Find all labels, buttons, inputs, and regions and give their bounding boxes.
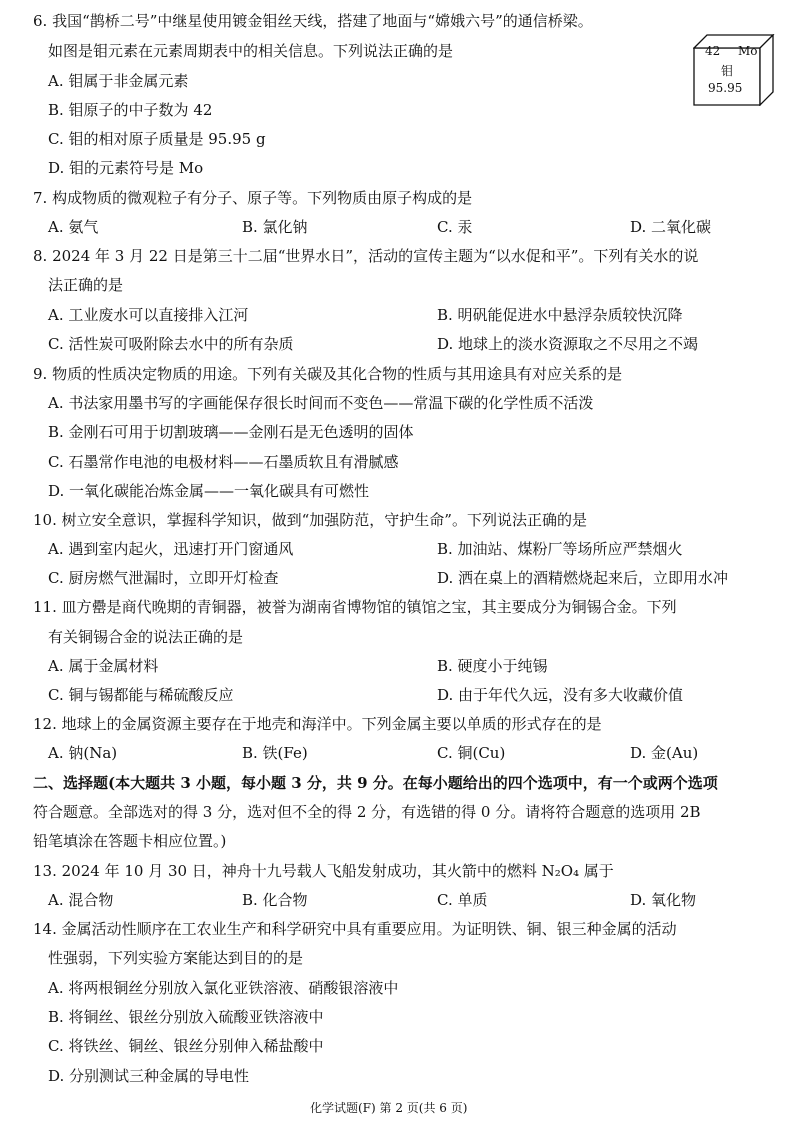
q7-option-c: C. 汞 bbox=[437, 218, 473, 236]
q6-stem-line1: 6. 我国“鹊桥二号”中继星使用镀金钼丝天线，搭建了地面与“嫦娥六号”的通信桥梁。 bbox=[33, 12, 593, 30]
q12-option-d: D. 金(Au) bbox=[630, 744, 699, 762]
q7-stem: 7. 构成物质的微观粒子有分子、原子等。下列物质由原子构成的是 bbox=[33, 189, 473, 207]
q10-option-c: C. 厨房燃气泄漏时，立即开灯检查 bbox=[48, 569, 279, 587]
q6-option-d: D. 钼的元素符号是 Mo bbox=[48, 159, 204, 177]
q12-option-c: C. 铜(Cu) bbox=[437, 744, 506, 762]
q8-option-a: A. 工业废水可以直接排入江河 bbox=[48, 306, 249, 324]
q9-option-b: B. 金刚石可用于切割玻璃——金刚石是无色透明的固体 bbox=[48, 423, 414, 441]
q14-option-d: D. 分别测试三种金属的导电性 bbox=[48, 1067, 250, 1085]
q10-stem: 10. 树立安全意识，掌握科学知识，做到“加强防范，守护生命”。下列说法正确的是 bbox=[33, 511, 587, 529]
section2-instructions-line1: 二、选择题(本大题共 3 小题，每小题 3 分，共 9 分。在每小题给出的四个选项中，有一个或两个选项 bbox=[33, 774, 718, 792]
q13-option-a: A. 混合物 bbox=[48, 891, 114, 909]
molybdenum-element-card bbox=[693, 34, 773, 102]
q9-option-c: C. 石墨常作电池的电极材料——石墨质软且有滑腻感 bbox=[48, 453, 399, 471]
q9-stem: 9. 物质的性质决定物质的用途。下列有关碳及其化合物的性质与其用途具有对应关系的是 bbox=[33, 365, 623, 383]
q13-option-d: D. 氧化物 bbox=[630, 891, 697, 909]
q11-stem-line2: 有关铜锡合金的说法正确的是 bbox=[48, 628, 244, 646]
q6-option-b: B. 钼原子的中子数为 42 bbox=[48, 101, 213, 119]
section2-instructions-line2: 符合题意。全部选对的得 3 分，选对但不全的得 2 分，有选错的得 0 分。请将符合题意的选项用 2B bbox=[33, 803, 701, 821]
element-atomic-mass: 95.95 bbox=[708, 81, 743, 95]
q8-option-b: B. 明矾能促进水中悬浮杂质较快沉降 bbox=[437, 306, 683, 324]
q10-option-b: B. 加油站、煤粉厂等场所应严禁烟火 bbox=[437, 540, 683, 558]
element-atomic-number: 42 bbox=[705, 44, 721, 58]
q10-option-d: D. 洒在桌上的酒精燃烧起来后，立即用水冲 bbox=[437, 569, 729, 587]
page-footer: 化学试题(F) 第 2 页(共 6 页) bbox=[310, 1101, 468, 1115]
q14-option-b: B. 将铜丝、银丝分别放入硫酸亚铁溶液中 bbox=[48, 1008, 324, 1026]
q11-option-c: C. 铜与锡都能与稀硫酸反应 bbox=[48, 686, 234, 704]
q11-option-b: B. 硬度小于纯锡 bbox=[437, 657, 548, 675]
q11-option-d: D. 由于年代久远，没有多大收藏价值 bbox=[437, 686, 684, 704]
q7-option-d: D. 二氧化碳 bbox=[630, 218, 712, 236]
q9-option-a: A. 书法家用墨书写的字画能保存很长时间而不变色——常温下碳的化学性质不活泼 bbox=[48, 394, 594, 412]
q7-option-a: A. 氨气 bbox=[48, 218, 99, 236]
q12-option-b: B. 铁(Fe) bbox=[242, 744, 308, 762]
q8-option-c: C. 活性炭可吸附除去水中的所有杂质 bbox=[48, 335, 294, 353]
q13-option-c: C. 单质 bbox=[437, 891, 488, 909]
q7-option-b: B. 氯化钠 bbox=[242, 218, 308, 236]
q6-stem-line2: 如图是钼元素在元素周期表中的相关信息。下列说法正确的是 bbox=[48, 42, 454, 60]
q12-option-a: A. 钠(Na) bbox=[48, 744, 118, 762]
q14-option-c: C. 将铁丝、铜丝、银丝分别伸入稀盐酸中 bbox=[48, 1037, 324, 1055]
q11-stem-line1: 11. 皿方罍是商代晚期的青铜器，被誉为湖南省博物馆的镇馆之宝，其主要成分为铜锡合金。下列 bbox=[33, 598, 677, 616]
section2-instructions-line3: 铅笔填涂在答题卡相应位置。) bbox=[33, 832, 227, 850]
q13-option-b: B. 化合物 bbox=[242, 891, 308, 909]
q14-stem-line1: 14. 金属活动性顺序在工农业生产和科学研究中具有重要应用。为证明铁、铜、银三种金属的活动 bbox=[33, 920, 677, 938]
q8-option-d: D. 地球上的淡水资源取之不尽用之不竭 bbox=[437, 335, 699, 353]
q14-option-a: A. 将两根铜丝分别放入氯化亚铁溶液、硝酸银溶液中 bbox=[48, 979, 399, 997]
q12-stem: 12. 地球上的金属资源主要存在于地壳和海洋中。下列金属主要以单质的形式存在的是 bbox=[33, 715, 602, 733]
q11-option-a: A. 属于金属材料 bbox=[48, 657, 159, 675]
q10-option-a: A. 遇到室内起火，迅速打开门窗通风 bbox=[48, 540, 294, 558]
q6-option-c: C. 钼的相对原子质量是 95.95 g bbox=[48, 130, 266, 148]
q6-option-a: A. 钼属于非金属元素 bbox=[48, 72, 189, 90]
q8-stem-line2: 法正确的是 bbox=[48, 276, 124, 294]
q9-option-d: D. 一氧化碳能冶炼金属——一氧化碳具有可燃性 bbox=[48, 482, 370, 500]
q8-stem-line1: 8. 2024 年 3 月 22 日是第三十二届“世界水日”，活动的宣传主题为“以水促和平”。下列有关水的说 bbox=[33, 247, 699, 265]
q14-stem-line2: 性强弱，下列实验方案能达到目的的是 bbox=[48, 949, 304, 967]
element-symbol: Mo bbox=[738, 44, 758, 58]
q13-stem: 13. 2024 年 10 月 30 日，神舟十九号载人飞船发射成功，其火箭中的燃料 N₂O₄ 属于 bbox=[33, 862, 614, 880]
element-name: 钼 bbox=[721, 64, 734, 78]
